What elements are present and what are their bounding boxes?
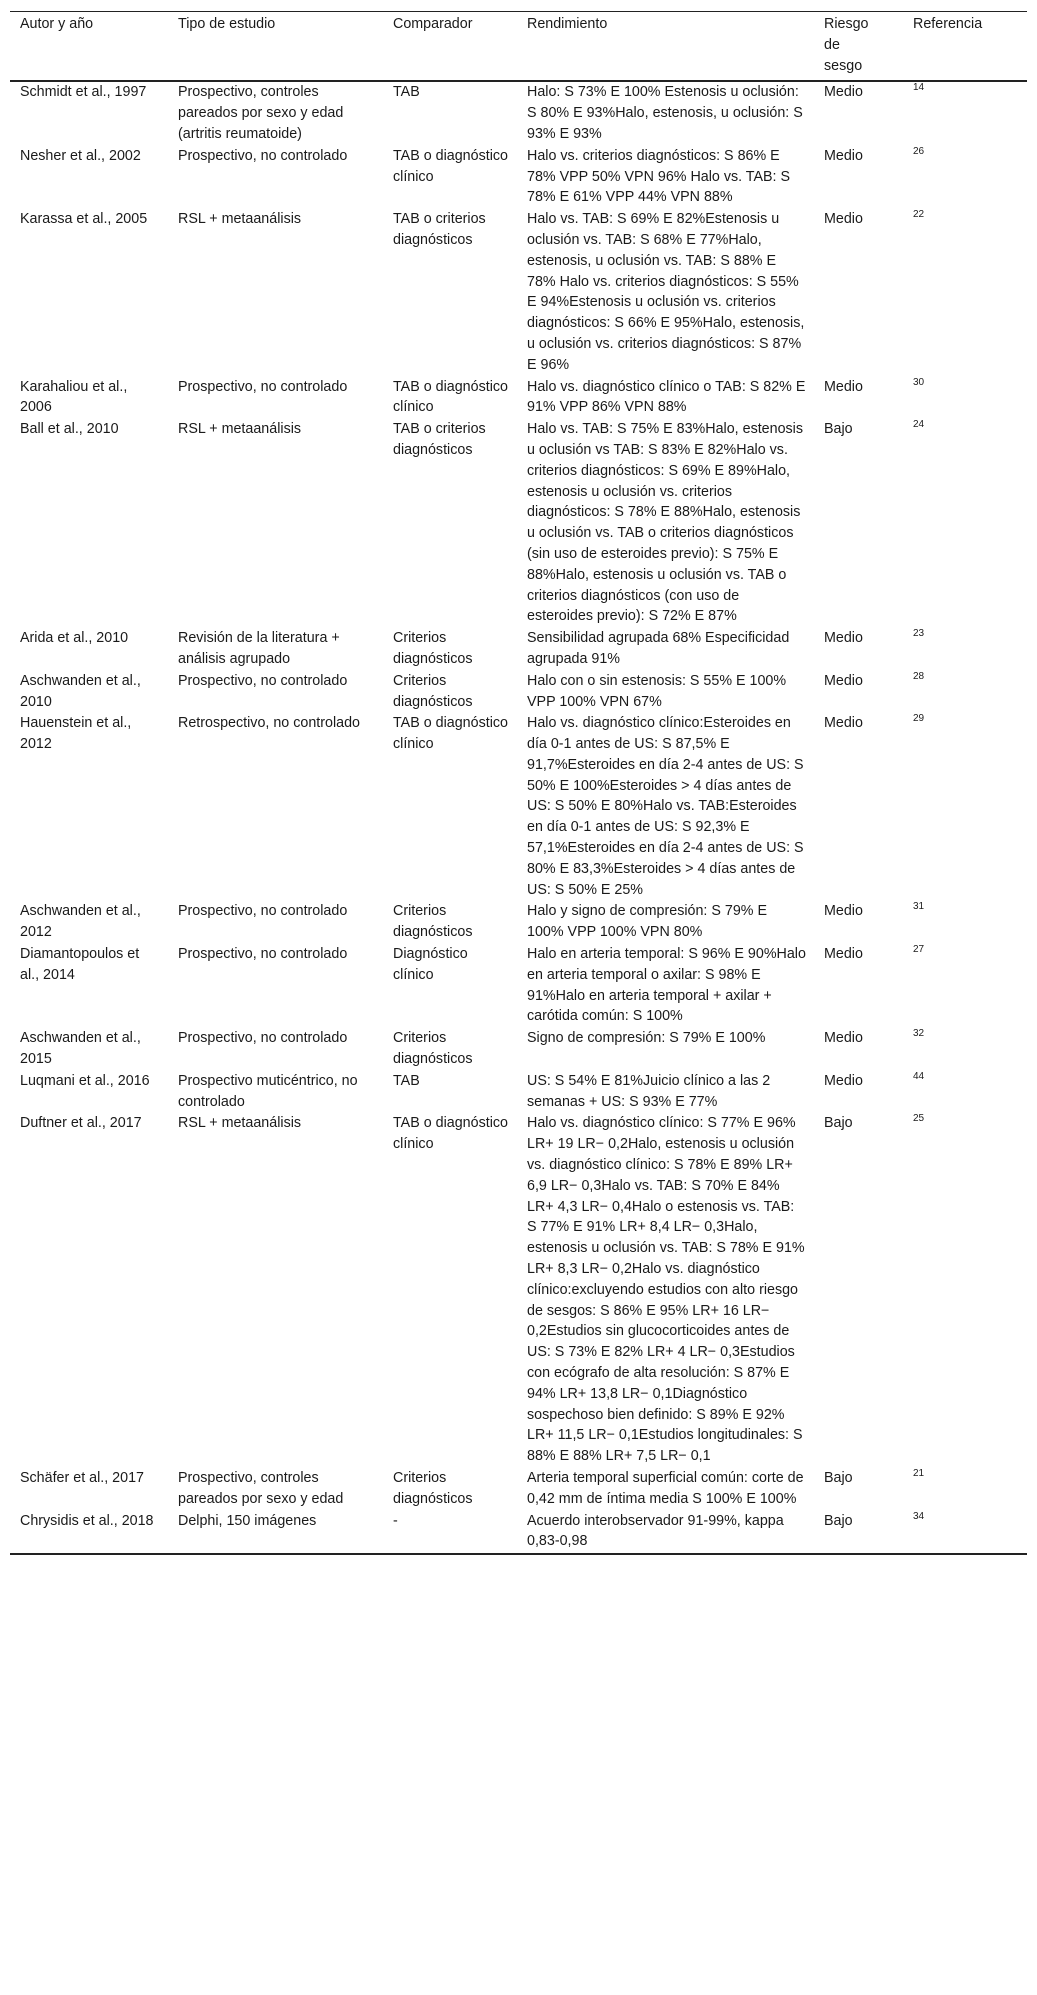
cell-autor: Aschwanden et al., 2010 xyxy=(20,672,141,710)
cell-riesgo: Medio xyxy=(824,630,863,647)
cell-comparador: TAB o diagnóstico clínico xyxy=(393,715,508,753)
reference-number: 25 xyxy=(913,1113,925,1125)
cell-rendimiento: Halo: S 73% E 100% Estenosis u oclusión: S 80% E 93%Halo, estenosis, u oclusión: S 93% E 93% xyxy=(527,84,803,142)
cell-tipo: Prospectivo, controles pareados por sexo y edad (artritis reumatoide) xyxy=(178,84,344,142)
reference-number: 28 xyxy=(913,670,925,682)
cell-rendimiento: Halo vs. diagnóstico clínico: S 77% E 96% LR+ 19 LR− 0,2Halo, estenosis u oclusión vs. diagnóstico clínico: S 78% E 89% LR+ 6,9 LR− 0,3Halo vs. TAB: S 70% E 84% LR+ 4,3 LR− 0,4Halo o estenosis vs. TAB: S 77% E 91% LR+ 8,4 LR− 0,3Halo, estenosis u oclusión vs. TAB: S 78% E 91% LR+ 8,3 LR− 0,2Halo vs. diagnóstico clínico:excluyendo estudios con alto riesgo de sesgos: S 86% E 95% LR+ 16 LR− 0,2Estudios sin glucocorticoides antes de US: S 73% E 82% LR+ 4 LR− 0,3Estudios con ecógrafo de alta resolución: S 87% E 94% LR+ 13,8 LR− 0,1Diagnóstico sospechoso bien definido: S 89% E 92% LR+ 11,5 LR− 0,1Estudios longitudinales: S 88% E 88% LR+ 7,5 LR− 0,1 xyxy=(527,1115,805,1465)
cell-referencia xyxy=(903,81,1027,145)
cell-tipo: Prospectivo, no controlado xyxy=(178,1030,348,1047)
cell-referencia xyxy=(903,628,1027,671)
cell-rendimiento: Halo vs. criterios diagnósticos: S 86% E 78% VPP 50% VPN 96% Halo vs. TAB: S 78% E 61% VPP 44% VPN 88% xyxy=(527,147,791,206)
cell-tipo: Prospectivo, no controlado xyxy=(178,946,348,963)
cell-riesgo: Bajo xyxy=(824,1115,853,1132)
cell-tipo: Prospectivo, no controlado xyxy=(178,147,348,164)
header-row xyxy=(10,12,1027,82)
cell-referencia xyxy=(903,713,1027,901)
cell-riesgo: Medio xyxy=(824,378,863,395)
cell-autor: Duftner et al., 2017 xyxy=(20,1115,142,1132)
table-row xyxy=(10,1113,1027,1468)
cell-riesgo: Bajo xyxy=(824,1469,853,1486)
header-tipo: Tipo de estudio xyxy=(178,16,276,32)
cell-referencia xyxy=(903,1071,1027,1114)
cell-tipo: Retrospectivo, no controlado xyxy=(178,715,360,732)
table-row xyxy=(10,901,1027,944)
cell-rendimiento: Halo vs. diagnóstico clínico:Esteroides en día 0-1 antes de US: S 87,5% E 91,7%Esteroides en día 2-4 antes de US: S 50% E 100%Esteroides > 4 días antes de US: S 50% E 80%Halo vs. TAB:Esteroides en día 0-1 antes de US: S 92,3% E 57,1%Esteroides en día 2-4 antes de US: S 80% E 83,3%Esteroides > 4 días antes de US: S 50% E 25% xyxy=(527,715,804,898)
cell-referencia xyxy=(903,901,1027,944)
cell-comparador: TAB o diagnóstico clínico xyxy=(393,1115,508,1153)
header-rendimiento: Rendimiento xyxy=(527,16,608,32)
table-row xyxy=(10,944,1027,1028)
cell-rendimiento: Halo vs. TAB: S 69% E 82%Estenosis u oclusión vs. TAB: S 68% E 77%Halo, estenosis, u oclusión vs. TAB: S 88% E 78% Halo vs. criterios diagnósticos: S 55% E 94%Estenosis u oclusión vs. criterios diagnósticos: S 66% E 95%Halo, estenosis, u oclusión vs. criterios diagnósticos: S 87% E 96% xyxy=(527,211,805,373)
cell-rendimiento: Arteria temporal superficial común: corte de 0,42 mm de íntima media S 100% E 100% xyxy=(527,1469,804,1507)
cell-autor: Aschwanden et al., 2012 xyxy=(20,903,141,941)
cell-referencia xyxy=(903,377,1027,420)
table-row xyxy=(10,81,1027,145)
cell-comparador: Criterios diagnósticos xyxy=(393,630,473,667)
cell-referencia xyxy=(903,146,1027,209)
cell-riesgo: Medio xyxy=(824,147,863,164)
cell-rendimiento: Acuerdo interobservador 91-99%, kappa 0,83-0,98 xyxy=(527,1512,784,1550)
cell-autor: Ball et al., 2010 xyxy=(20,421,119,438)
table-row xyxy=(10,1071,1027,1114)
cell-rendimiento: Sensibilidad agrupada 68% Especificidad agrupada 91% xyxy=(527,630,790,667)
cell-riesgo: Medio xyxy=(824,946,863,963)
table-row xyxy=(10,1028,1027,1071)
cell-rendimiento: US: S 54% E 81%Juicio clínico a las 2 semanas + US: S 93% E 77% xyxy=(527,1072,771,1110)
cell-comparador: TAB o criterios diagnósticos xyxy=(393,421,486,458)
header-autor: Autor y año xyxy=(20,16,94,32)
cell-comparador: TAB o criterios diagnósticos xyxy=(393,211,486,248)
cell-riesgo: Medio xyxy=(824,903,863,920)
table-row xyxy=(10,713,1027,901)
reference-number: 44 xyxy=(913,1071,925,1083)
cell-autor: Aschwanden et al., 2015 xyxy=(20,1030,141,1068)
cell-referencia xyxy=(903,209,1027,376)
cell-riesgo: Medio xyxy=(824,1072,863,1089)
cell-riesgo: Medio xyxy=(824,672,863,689)
cell-comparador: TAB o diagnóstico clínico xyxy=(393,378,508,416)
cell-comparador: Diagnóstico clínico xyxy=(393,946,468,983)
table-row xyxy=(10,146,1027,209)
cell-tipo: Prospectivo, no controlado xyxy=(178,378,348,395)
cell-tipo: RSL + metaanálisis xyxy=(178,1115,302,1132)
header-comparador: Comparador xyxy=(393,16,473,32)
reference-number: 27 xyxy=(913,944,925,956)
cell-referencia xyxy=(903,419,1027,628)
header-riesgo: Riesgo de sesgo xyxy=(824,16,869,74)
reference-number: 22 xyxy=(913,209,925,221)
cell-riesgo: Medio xyxy=(824,1030,863,1047)
table-body xyxy=(10,81,1027,1554)
reference-number: 30 xyxy=(913,376,925,388)
cell-rendimiento: Halo y signo de compresión: S 79% E 100% VPP 100% VPN 80% xyxy=(527,903,767,941)
reference-number: 24 xyxy=(913,419,925,431)
cell-rendimiento: Halo vs. diagnóstico clínico o TAB: S 82% E 91% VPP 86% VPN 88% xyxy=(527,378,806,416)
cell-comparador: TAB o diagnóstico clínico xyxy=(393,147,508,185)
cell-riesgo: Medio xyxy=(824,211,863,228)
cell-referencia xyxy=(903,944,1027,1028)
cell-tipo: Delphi, 150 imágenes xyxy=(178,1512,317,1529)
cell-tipo: RSL + metaanálisis xyxy=(178,421,302,438)
table-row xyxy=(10,1468,1027,1511)
cell-autor: Chrysidis et al., 2018 xyxy=(20,1512,154,1529)
cell-autor: Diamantopoulos et al., 2014 xyxy=(20,946,140,983)
cell-referencia xyxy=(903,1468,1027,1511)
cell-rendimiento: Halo en arteria temporal: S 96% E 90%Halo en arteria temporal o axilar: S 98% E 91%Halo en arteria temporal + axilar + carótida común: S 100% xyxy=(527,946,806,1025)
cell-comparador: TAB xyxy=(393,84,420,101)
cell-comparador: Criterios diagnósticos xyxy=(393,1030,473,1068)
cell-riesgo: Bajo xyxy=(824,1512,853,1529)
cell-comparador: TAB xyxy=(393,1072,420,1089)
cell-autor: Luqmani et al., 2016 xyxy=(20,1072,150,1089)
reference-number: 26 xyxy=(913,146,925,158)
cell-referencia xyxy=(903,1113,1027,1468)
cell-autor: Schäfer et al., 2017 xyxy=(20,1469,144,1486)
studies-table xyxy=(10,11,1027,1555)
cell-rendimiento: Halo con o sin estenosis: S 55% E 100% VPP 100% VPN 67% xyxy=(527,672,787,710)
reference-number: 14 xyxy=(913,82,925,94)
reference-number: 31 xyxy=(913,901,925,913)
table-row xyxy=(10,419,1027,628)
reference-number: 21 xyxy=(913,1468,925,1480)
table-row xyxy=(10,1511,1027,1555)
cell-rendimiento: Signo de compresión: S 79% E 100% xyxy=(527,1030,766,1047)
cell-rendimiento: Halo vs. TAB: S 75% E 83%Halo, estenosis u oclusión vs TAB: S 83% E 82%Halo vs. criterios diagnósticos: S 69% E 89%Halo, estenosis u oclusión vs. criterios diagnósticos: S 78% E 88%Halo, estenosis u oclusión vs. TAB o criterios diagnósticos (sin uso de esteroides previo): S 75% E 88%Halo, estenosis u oclusión vs. TAB o criterios diagnósticos (con uso de esteroides previo): S 72% E 87% xyxy=(527,421,804,625)
table-row xyxy=(10,209,1027,376)
cell-comparador: Criterios diagnósticos xyxy=(393,903,473,941)
cell-autor: Schmidt et al., 1997 xyxy=(20,84,147,101)
table-row xyxy=(10,377,1027,420)
cell-riesgo: Bajo xyxy=(824,421,853,438)
reference-number: 29 xyxy=(913,713,925,725)
cell-tipo: Prospectivo, no controlado xyxy=(178,903,348,920)
reference-number: 32 xyxy=(913,1028,925,1040)
table-header xyxy=(10,12,1027,82)
cell-comparador: Criterios diagnósticos xyxy=(393,1469,473,1507)
reference-number: 23 xyxy=(913,628,925,640)
cell-comparador: Criterios diagnósticos xyxy=(393,672,473,710)
cell-riesgo: Medio xyxy=(824,715,863,732)
cell-tipo: Prospectivo, controles pareados por sexo y edad xyxy=(178,1469,344,1507)
cell-autor: Nesher et al., 2002 xyxy=(20,147,141,164)
table-row xyxy=(10,671,1027,714)
table-row xyxy=(10,628,1027,671)
cell-autor: Karahaliou et al., 2006 xyxy=(20,378,128,416)
cell-tipo: Revisión de la literatura + análisis agrupado xyxy=(178,630,340,667)
cell-referencia xyxy=(903,1028,1027,1071)
reference-number: 34 xyxy=(913,1510,925,1522)
cell-tipo: Prospectivo, no controlado xyxy=(178,672,348,689)
cell-comparador: - xyxy=(393,1512,398,1529)
cell-tipo: RSL + metaanálisis xyxy=(178,211,302,228)
cell-autor: Karassa et al., 2005 xyxy=(20,211,148,228)
header-referencia: Referencia xyxy=(913,16,983,32)
cell-referencia xyxy=(903,671,1027,714)
cell-autor: Arida et al., 2010 xyxy=(20,630,129,647)
cell-riesgo: Medio xyxy=(824,84,863,101)
cell-autor: Hauenstein et al., 2012 xyxy=(20,715,132,753)
cell-tipo: Prospectivo muticéntrico, no controlado xyxy=(178,1072,358,1110)
cell-referencia xyxy=(903,1511,1027,1555)
